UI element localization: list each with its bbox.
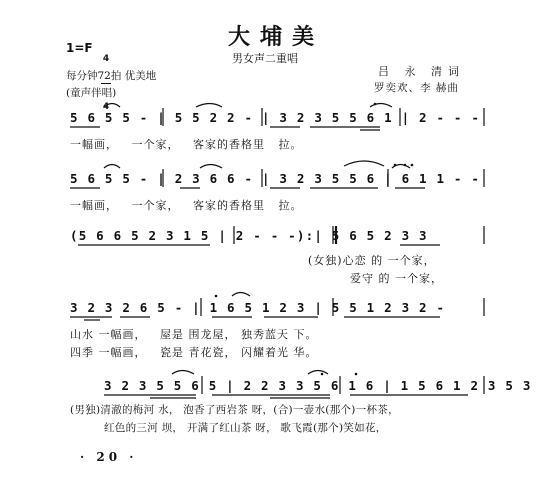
octave-dot	[321, 373, 324, 376]
octave-dot	[355, 373, 358, 376]
notation-line-4: 3 2 3 2 6 5 - | 1 6 5 1 2 3 | 5 5 1 2 3 2 -	[70, 300, 446, 315]
slur	[104, 165, 120, 169]
slur	[104, 104, 120, 108]
octave-dot	[404, 164, 407, 167]
octave-dot	[215, 295, 218, 298]
page-number: · 20 ·	[80, 450, 138, 464]
octave-dot	[394, 164, 397, 167]
octave-dot	[374, 103, 377, 106]
slur	[172, 371, 194, 375]
lyrics-line-3b: 爱守 的 一个家，	[350, 272, 443, 285]
lyricist-credit: 吕 永 清词	[378, 65, 465, 78]
key-signature: 1=F	[66, 41, 93, 55]
notation-line-3: (5 6 6 5 2 3 1 5 | 2 - - -):| 5 6 5 2 3 3	[70, 228, 428, 243]
composer-credit: 罗奕欢、李 赫曲	[374, 82, 459, 94]
lyrics-line-4a: 山水 一幅画， 屋是 围龙屋， 独秀蓝天 下。	[70, 328, 318, 341]
slur	[232, 293, 250, 297]
lyrics-line-1: 一幅画， 一个家， 客家的香格里 拉。	[70, 138, 303, 151]
lyrics-line-2: 一幅画， 一个家， 客家的香格里 拉。	[70, 199, 303, 212]
slur	[196, 104, 222, 108]
part-label: (童声伴唱)	[66, 87, 117, 99]
lyrics-line-5a: (男独)清澈的梅河 水， 泡香了西岩茶 呀，(合)一壶水(那个)一杯茶，	[70, 404, 399, 416]
tempo-marking: 每分钟72拍 优美地	[66, 70, 157, 82]
slur	[370, 104, 392, 108]
time-signature-bottom: 4	[102, 102, 110, 112]
notation-line-1: 5 6 5 5 - | 5 5 2 2 - | 3 2 3 5 5 6 1 | 2 - - -	[70, 110, 481, 125]
slur	[344, 161, 384, 166]
octave-dot	[411, 164, 414, 167]
lyrics-line-4b: 四季 一幅画， 瓷是 青花瓷， 闪耀着光 华。	[70, 346, 318, 359]
time-signature-top: 4	[102, 54, 110, 64]
song-subtitle: 男女声二重唱	[232, 52, 298, 65]
slur	[200, 165, 222, 169]
lyrics-line-5b: 红色的三河 坝， 开满了红山茶 呀， 歌飞霞(那个)笑如花，	[104, 422, 387, 434]
notation-line-2: 5 6 5 5 - | 2 3 6 6 - | 3 2 3 5 5 6 | 6 1 1 - -	[70, 171, 481, 186]
slur	[308, 371, 328, 375]
lyrics-line-3a: (女独)心恋 的 一个家，	[308, 254, 436, 267]
song-title: 大埔美	[228, 24, 325, 50]
notation-line-5: 3 2 3 5 5 6 5 | 2 2 3 3 5 6 1 6 | 1 5 6 1 2 3 5 3	[104, 378, 532, 393]
